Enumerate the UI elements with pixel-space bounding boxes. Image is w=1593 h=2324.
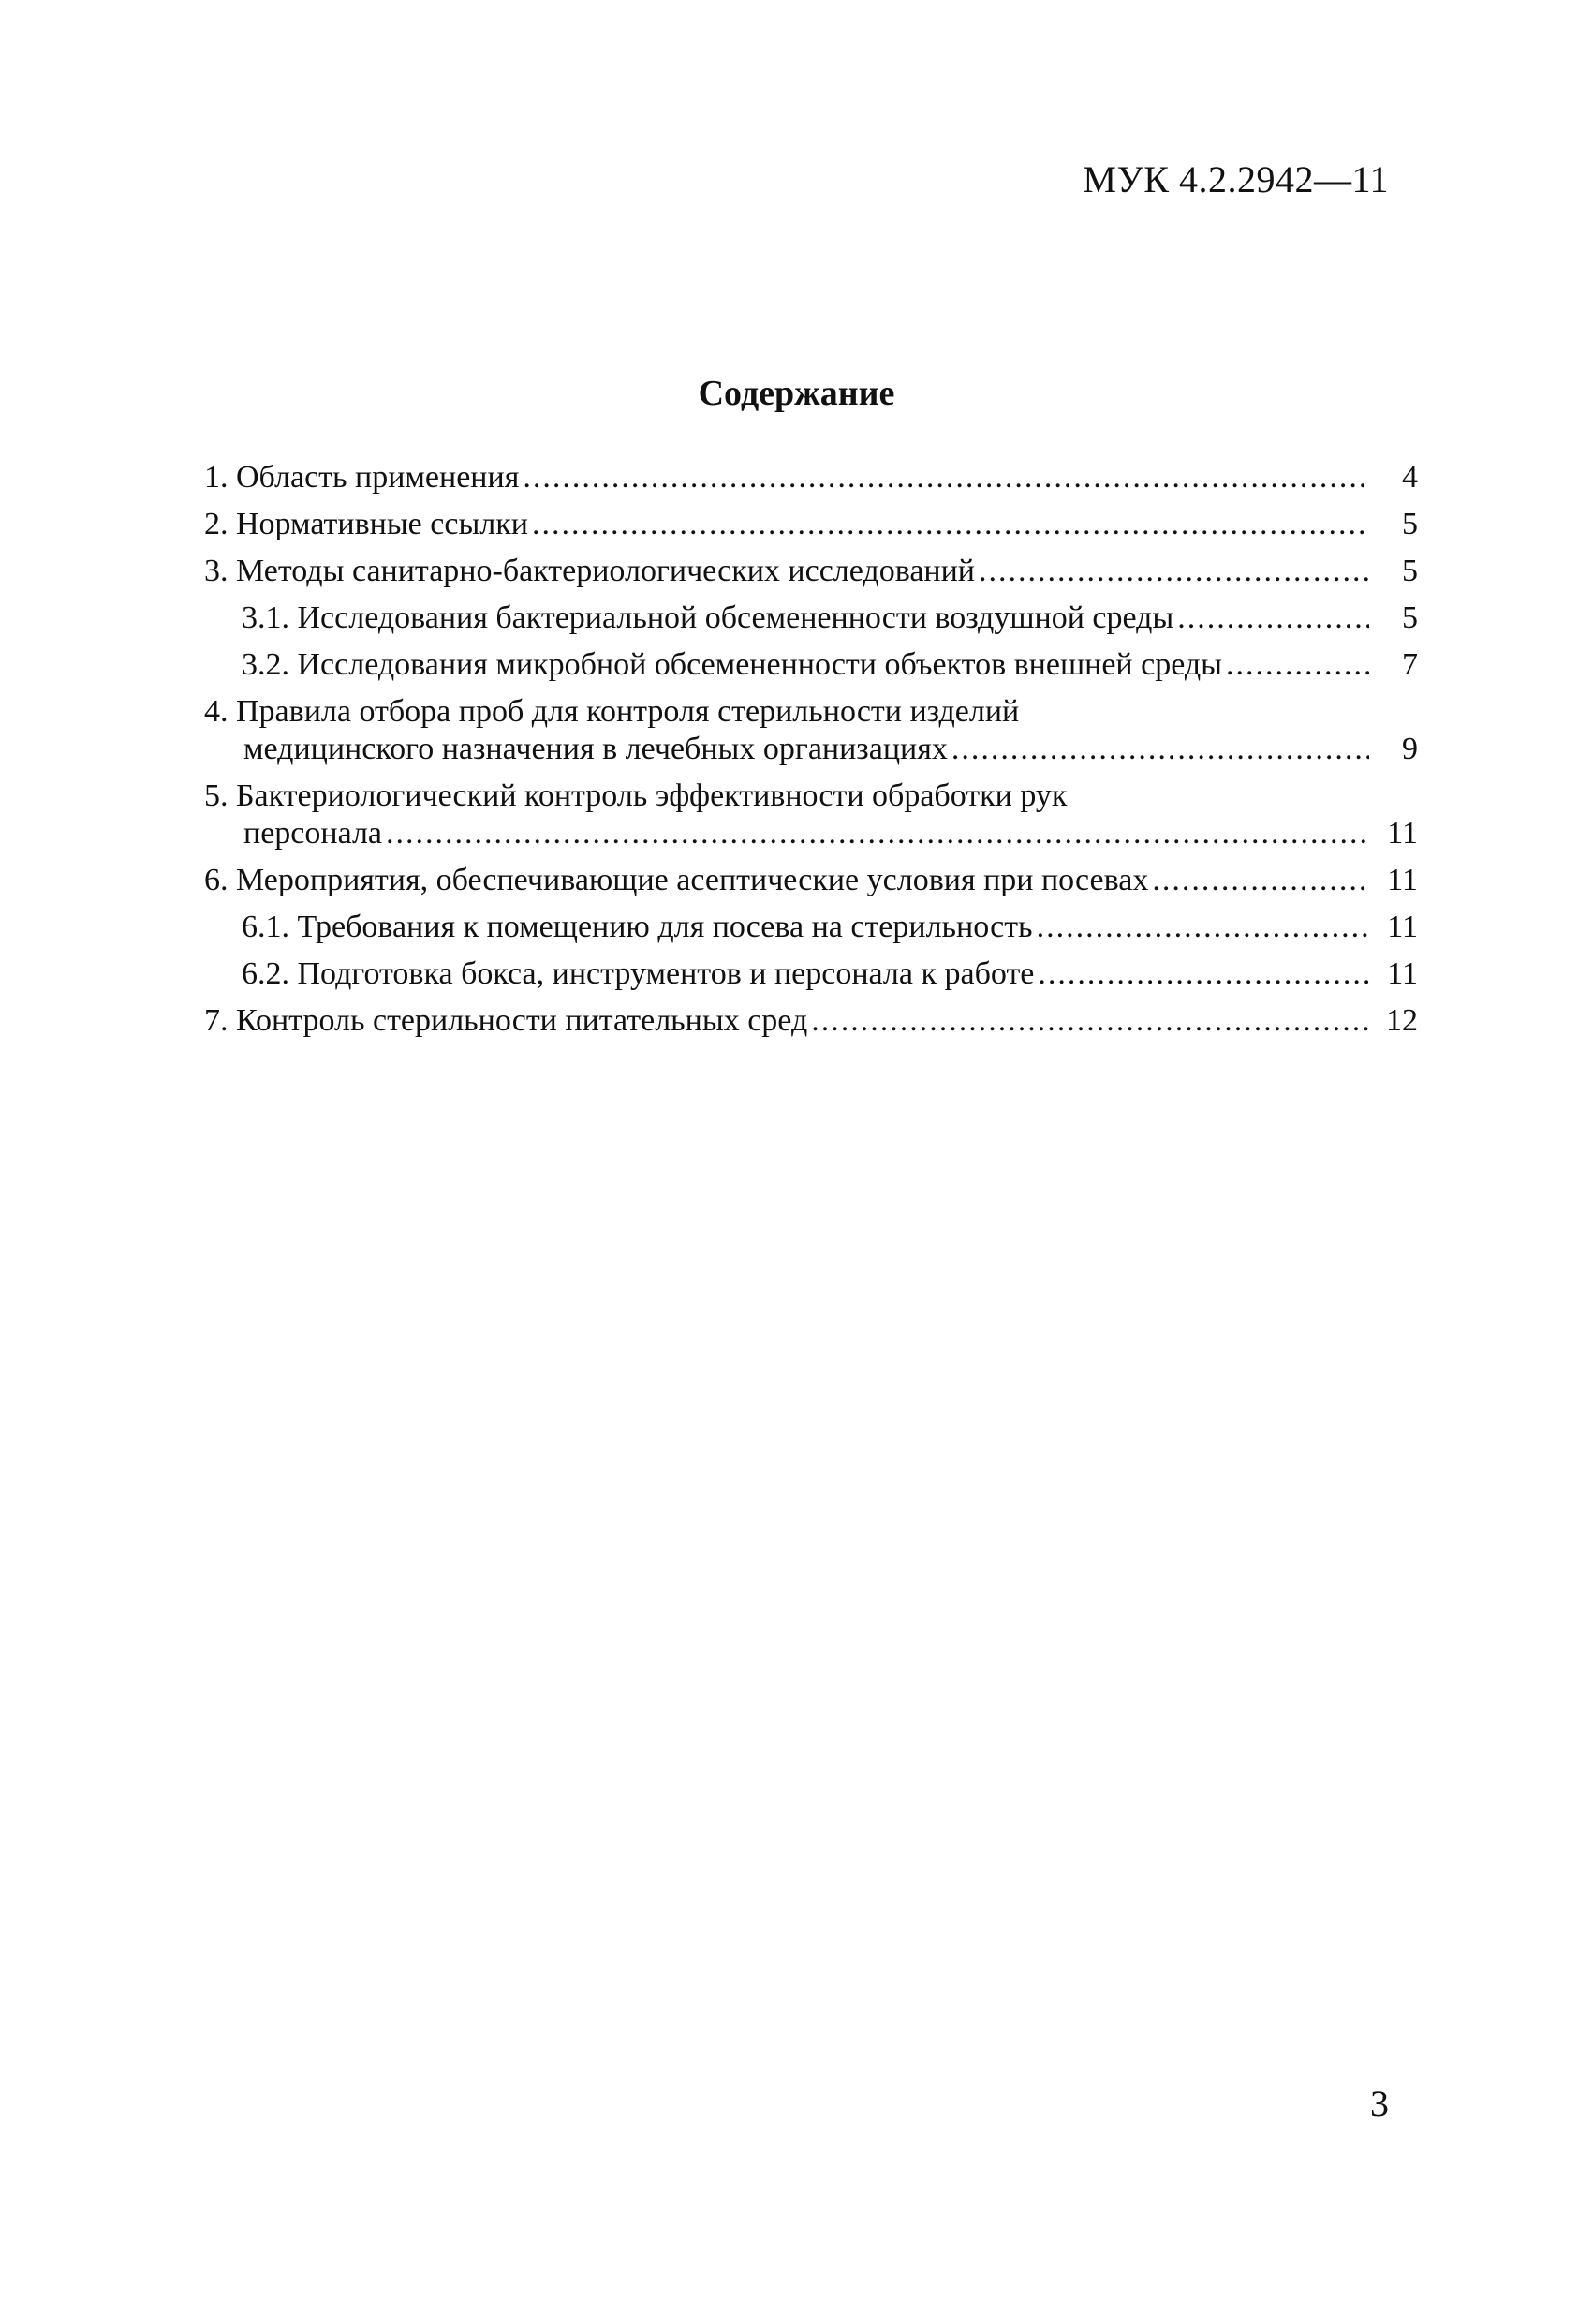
toc-entry-text: 2. Нормативные ссылки — [204, 507, 528, 541]
toc-entry-line — [204, 553, 1373, 590]
toc-entry-page: 5 — [1402, 507, 1418, 541]
toc-entry — [204, 777, 1418, 852]
toc-entry-page: 5 — [1402, 554, 1418, 588]
toc-entry-line — [242, 909, 1373, 946]
toc-entry-page: 11 — [1387, 816, 1418, 851]
toc-entry — [242, 955, 1418, 993]
toc-entry-text: 7. Контроль стерильности питательных сред — [204, 1003, 808, 1038]
toc-entry-page: 5 — [1402, 600, 1418, 635]
toc-dot-leader — [1038, 955, 1369, 993]
toc-dot-leader — [951, 731, 1369, 768]
toc-dot-leader — [523, 459, 1369, 496]
toc-entry-page: 11 — [1387, 910, 1418, 944]
toc-entry-text: 5. Бактериологический контроль эффективности обработки рук — [204, 778, 1068, 813]
toc-entry-line — [204, 862, 1373, 899]
toc-dot-leader — [1152, 862, 1369, 899]
table-of-contents — [204, 459, 1418, 1049]
toc-entry-line — [204, 1002, 1373, 1040]
toc-entry-line — [242, 646, 1373, 684]
toc-dot-leader — [1037, 909, 1369, 946]
toc-entry-text: 3.1. Исследования бактериальной обсемененности воздушной среды — [242, 600, 1174, 635]
toc-entry — [204, 1002, 1418, 1040]
toc-entry-text: 6.2. Подготовка бокса, инструментов и персонала к работе — [242, 956, 1035, 991]
toc-dot-leader — [979, 553, 1369, 590]
toc-entry — [204, 862, 1418, 899]
toc-dot-leader — [1177, 600, 1369, 637]
toc-entry-page: 11 — [1387, 863, 1418, 897]
toc-entry-line — [204, 506, 1373, 543]
toc-entry — [242, 909, 1418, 946]
toc-entry-line — [204, 731, 1373, 768]
document-code: МУК 4.2.2942—11 — [1083, 158, 1389, 200]
toc-entry — [204, 693, 1418, 768]
toc-entry-text: 3.2. Исследования микробной обсемененности объектов внешней среды — [242, 647, 1222, 682]
toc-entry — [204, 459, 1418, 496]
toc-dot-leader — [811, 1002, 1369, 1040]
toc-entry-text: 6. Мероприятия, обеспечивающие асептические условия при посевах — [204, 863, 1149, 897]
toc-entry-text: 1. Область применения — [204, 460, 520, 495]
toc-entry-page: 12 — [1386, 1003, 1418, 1038]
toc-title: Содержание — [698, 374, 895, 413]
toc-entry — [204, 506, 1418, 543]
toc-entry-text: 3. Методы санитарно-бактериологических исследований — [204, 554, 975, 588]
toc-entry-line — [242, 600, 1373, 637]
toc-dot-leader — [386, 815, 1369, 852]
page-number: 3 — [1370, 2082, 1389, 2124]
toc-entry-text: персонала — [243, 816, 383, 851]
toc-entry-line — [204, 459, 1373, 496]
toc-entry-line — [204, 815, 1373, 852]
toc-entry-page: 9 — [1402, 732, 1418, 766]
toc-entry-page: 11 — [1387, 956, 1418, 991]
toc-dot-leader — [532, 506, 1369, 543]
toc-entry-line — [242, 955, 1373, 993]
toc-entry-text: 4. Правила отбора проб для контроля стерильности изделий — [204, 694, 1020, 729]
toc-entry-text: медицинского назначения в лечебных организациях — [243, 732, 948, 766]
toc-dot-leader — [1226, 646, 1369, 684]
toc-entry — [204, 553, 1418, 590]
toc-entry-text: 6.1. Требования к помещению для посева на стерильность — [242, 910, 1033, 944]
toc-entry-page: 7 — [1402, 647, 1418, 682]
toc-entry — [242, 600, 1418, 637]
toc-entry-page: 4 — [1402, 460, 1418, 495]
toc-entry — [242, 646, 1418, 684]
